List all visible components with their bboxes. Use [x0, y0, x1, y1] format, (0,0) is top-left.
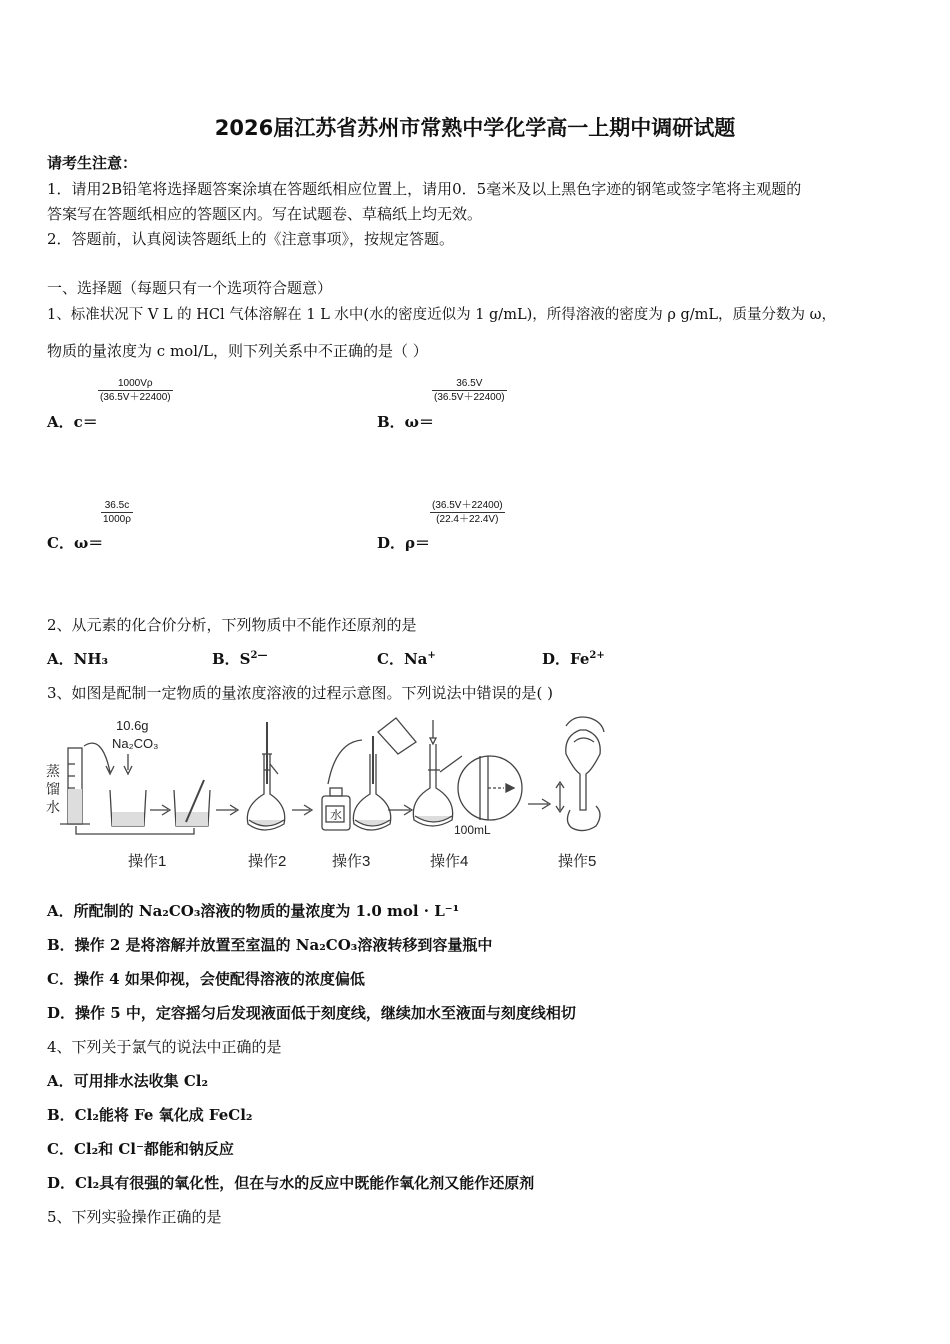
mass-label: 10.6g: [116, 718, 149, 733]
q3-option-a: A．所配制的 Na₂CO₃溶液的物质的量浓度为 1.0 mol · L⁻¹: [47, 902, 460, 920]
op4-label: 操作4: [430, 853, 469, 870]
q2-option-b-label: B．S: [212, 650, 251, 668]
q4-option-c: C．Cl₂和 Cl⁻都能和钠反应: [47, 1140, 234, 1158]
notice-item-1-line-1: 1．请用2B铅笔将选择题答案涂填在答题纸相应位置上，请用0．5毫米及以上黑色字迹的钢笔或签字笔将主观题的: [47, 180, 802, 198]
q2-option-d-label: D．Fe: [542, 650, 590, 668]
q2-option-b: [212, 648, 267, 669]
q2-option-a: A．NH₃: [47, 650, 109, 668]
volume-label: 100mL: [454, 823, 491, 837]
op1-bracket: [76, 826, 194, 834]
q3-option-d: D．操作 5 中，定容摇匀后发现液面低于刻度线，继续加水至液面与刻度线相切: [47, 1004, 576, 1022]
notice-item-2: 2．答题前，认真阅读答题纸上的《注意事项》，按规定答题。: [47, 230, 455, 248]
q3-option-c: C．操作 4 如果仰视，会使配得溶液的浓度偏低: [47, 970, 365, 988]
pour-arrow-curve: [84, 743, 110, 772]
q1-option-d: D．ρ＝: [377, 534, 430, 552]
solute-label: Na₂CO₃: [112, 736, 159, 751]
pouring-beaker: [378, 718, 416, 754]
q1-b-fraction: [432, 377, 507, 404]
q1-stem-line-2: 物质的量浓度为 c mol/L，则下列关系中不正确的是（ ）: [47, 342, 428, 360]
q1-d-fraction: [430, 499, 505, 526]
volumetric-flask-2: [247, 722, 284, 830]
pour-curve-3: [328, 740, 362, 784]
down-arrow-icon: [124, 754, 132, 774]
water-label-2: 馏: [46, 781, 60, 797]
q2-option-b-charge: 2—: [250, 650, 268, 661]
op1-label: 操作1: [128, 853, 167, 870]
arrow-icon-3: [292, 805, 312, 815]
q4-stem: 4、下列关于氯气的说法中正确的是: [47, 1038, 282, 1056]
arrow-icon-4: [388, 805, 412, 815]
zoom-line-1: [440, 756, 462, 772]
op5-label: 操作5: [558, 853, 597, 870]
section-heading: 一、选择题（每题只有一个选项符合题意）: [47, 279, 333, 297]
solution-preparation-figure: [44, 714, 624, 880]
q1-a-denominator: (36.5V＋22400): [100, 392, 171, 403]
q1-c-fraction: [101, 499, 133, 526]
q4-option-b: B．Cl₂能将 Fe 氧化成 FeCl₂: [47, 1106, 253, 1124]
q2-option-c-charge: +: [427, 650, 436, 661]
water-label-1: 蒸: [46, 763, 60, 779]
q3-stem: 3、如图是配制一定物质的量浓度溶液的过程示意图。下列说法中错误的是( ): [47, 684, 554, 702]
beaker-1: [110, 790, 146, 826]
volumetric-flask-4: [413, 720, 452, 826]
op2-label: 操作2: [248, 853, 287, 870]
q5-stem: 5、下列实验操作正确的是: [47, 1208, 222, 1226]
q1-a-fraction: [98, 377, 173, 404]
q1-stem-line-1: 1、标准状况下 V L 的 HCl 气体溶解在 1 L 水中(水的密度近似为 1 g/mL)，所得溶液的密度为 ρ g/mL，质量分数为 ω，: [47, 307, 836, 323]
q1-option-a: A．c＝: [47, 413, 98, 431]
q1-b-numerator: 36.5V: [432, 377, 507, 391]
arrow-icon-2: [216, 805, 238, 815]
beaker-2: [174, 780, 210, 826]
bottle-label: 水: [330, 808, 343, 822]
water-label-3: 水: [46, 799, 60, 815]
q1-d-numerator: (36.5V＋22400): [432, 500, 503, 511]
op3-label: 操作3: [332, 853, 371, 870]
q2-option-d-charge: 2+: [589, 650, 605, 661]
page-title: 2026届江苏省苏州市常熟中学化学高一上期中调研试题: [214, 116, 736, 140]
graduated-cylinder: [60, 748, 90, 824]
magnified-view: [458, 756, 522, 820]
q2-option-d: [542, 648, 605, 669]
q4-option-a: A．可用排水法收集 Cl₂: [47, 1072, 209, 1090]
q1-d-denominator: (22.4＋22.4V): [436, 514, 499, 525]
q4-option-d: D．Cl₂具有很强的氧化性，但在与水的反应中既能作氧化剂又能作还原剂: [47, 1174, 535, 1192]
shake-arrow-icon: [556, 782, 564, 812]
q1-c-denominator: 1000ρ: [103, 514, 131, 525]
notice-heading: 请考生注意：: [47, 154, 138, 172]
q2-option-c-label: C．Na: [377, 650, 428, 668]
arrow-icon-5: [528, 799, 550, 809]
volumetric-flask-3: [353, 736, 390, 830]
q1-option-b: B．ω＝: [377, 413, 434, 431]
arrow-icon-1: [150, 805, 170, 815]
q1-a-numerator: 1000Vρ: [98, 377, 173, 391]
q2-option-c: [377, 648, 436, 669]
q1-b-denominator: (36.5V＋22400): [434, 392, 505, 403]
q3-option-b: B．操作 2 是将溶解并放置至室温的 Na₂CO₃溶液转移到容量瓶中: [47, 936, 493, 954]
notice-item-1-line-2: 答案写在答题纸相应的答题区内。写在试题卷、草稿纸上均无效。: [47, 205, 483, 223]
q2-stem: 2、从元素的化合价分析，下列物质中不能作还原剂的是: [47, 616, 417, 634]
q1-c-numerator: 36.5c: [101, 499, 133, 513]
q1-option-c: C．ω＝: [47, 534, 104, 552]
inverted-flask: [566, 717, 604, 831]
